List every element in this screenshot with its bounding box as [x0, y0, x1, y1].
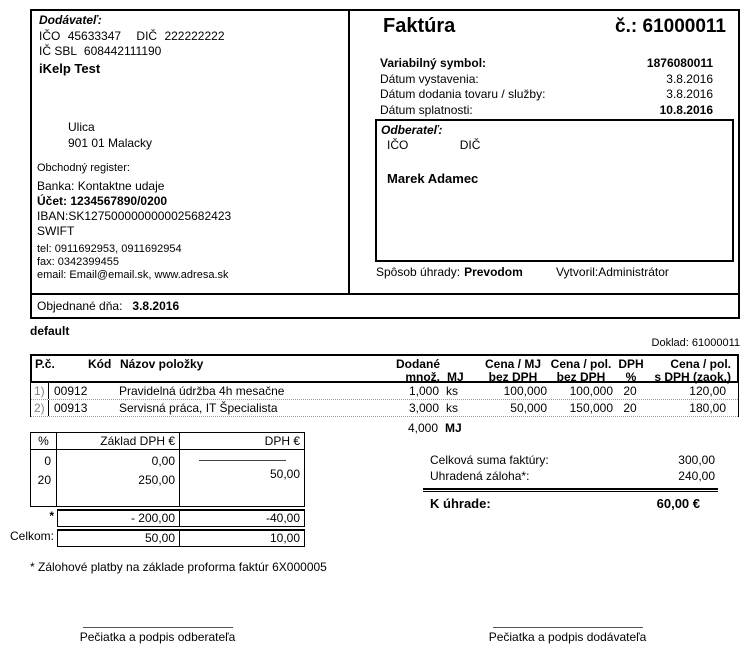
- vat-vat-values: [180, 450, 305, 507]
- col-header-kod: Kód: [88, 357, 112, 371]
- created-by-value: Administrátor: [598, 265, 669, 279]
- invoice-title: Faktúra: [383, 15, 456, 37]
- invoice-total-value: 300,00: [678, 453, 715, 467]
- row-unit-price: 50,000: [510, 401, 547, 415]
- col-header-s-dph-line2: s DPH (zaok.): [654, 369, 731, 384]
- row-unit-price: 100,000: [503, 384, 547, 398]
- invoice-number: č.: 61000011: [615, 16, 726, 37]
- document-reference: Doklad: 61000011: [651, 337, 740, 349]
- amount-due-row: [415, 496, 715, 511]
- col-header-dph: [614, 357, 648, 384]
- vat-total-base: 50,00: [57, 529, 180, 547]
- vat-total-vat: 10,00: [180, 529, 305, 547]
- detail-value: 1876080011: [646, 56, 713, 70]
- vat-base-20: 250,00: [138, 473, 175, 487]
- supplier-dic-value: 222222222: [164, 29, 225, 43]
- customer-signature-line: [83, 627, 233, 628]
- col-header-cena-pol-line2: bez DPH: [556, 369, 606, 384]
- detail-row: [380, 103, 713, 119]
- vat-total-label: Celkom:: [9, 529, 54, 543]
- created-by-line: [556, 265, 669, 279]
- row-code: 00912: [54, 384, 88, 398]
- col-header-dph-line1: DPH: [618, 357, 644, 371]
- vat-pct-values: [30, 450, 57, 507]
- col-header-cena-mj-line2: bez DPH: [488, 369, 538, 384]
- invoice-details: [380, 56, 713, 118]
- col-header-s-dph: [648, 357, 737, 384]
- zero-vat-dash: [199, 460, 286, 461]
- items-table-body: [30, 383, 739, 417]
- advance-paid-row: [415, 468, 715, 484]
- invoice-total-label: Celková suma faktúry:: [430, 453, 549, 467]
- row-name: Servisná práca, IT Špecialista: [119, 401, 278, 415]
- row-price-with-vat: 120,00: [689, 384, 726, 398]
- supplier-tel: tel: 0911692953, 0911692954: [37, 243, 182, 255]
- supplier-city: 901 01 Malacky: [68, 136, 153, 150]
- detail-label: Dátum vystavenia:: [380, 71, 479, 86]
- supplier-account: Účet: 1234567890/0200: [37, 194, 168, 208]
- row-line-price: 100,000: [569, 384, 613, 398]
- col-header-cena-mj: [478, 357, 548, 384]
- col-header-mnoz-line2: množ.: [405, 369, 440, 384]
- payment-method-line: [376, 265, 523, 279]
- detail-row: [380, 72, 713, 88]
- vat-advance-row: [8, 509, 305, 527]
- row-unit: ks: [446, 401, 458, 415]
- supplier-fax: fax: 0342399455: [37, 256, 119, 268]
- amount-due-label: K úhrade:: [430, 496, 491, 511]
- header-main: [32, 11, 738, 293]
- total-unit: MJ: [445, 421, 462, 435]
- vat-base-0: 0,00: [151, 454, 175, 468]
- customer-ico-label: IČO: [387, 138, 409, 152]
- detail-row: [380, 87, 713, 103]
- supplier-icsbl-line: [39, 45, 161, 58]
- col-header-cena-pol: [548, 357, 614, 384]
- row-qty: 1,000: [408, 384, 439, 398]
- supplier-iban: IBAN:SK1275000000000025682423: [37, 209, 232, 223]
- amount-due-value: 60,00 €: [656, 496, 700, 511]
- items-table-header: [30, 354, 739, 383]
- row-name: Pravidelná údržba 4h mesačne: [119, 384, 285, 398]
- supplier-dic-label: DIČ: [136, 29, 158, 43]
- invoice-info-panel: [350, 11, 738, 293]
- totals-separator: [423, 488, 718, 492]
- detail-label: Dátum splatnosti:: [380, 102, 473, 117]
- customer-box: [375, 119, 734, 262]
- detail-label: Dátum dodania tovaru / služby:: [380, 87, 546, 101]
- customer-section-label: Odberateľ:: [381, 123, 443, 137]
- col-header-s-dph-line1: Cena / pol.: [670, 357, 731, 371]
- row-code: 00913: [54, 401, 88, 415]
- row-vat-rate: 20: [623, 384, 637, 398]
- row-qty: 3,000: [408, 401, 439, 415]
- supplier-signature-label: Pečiatka a podpis dodávateľa: [488, 630, 647, 644]
- vat-advance-label: *: [49, 509, 54, 523]
- table-row: [31, 400, 738, 417]
- detail-value: 3.8.2016: [666, 71, 713, 86]
- detail-value: 10.8.2016: [659, 102, 713, 117]
- supplier-icsbl-value: 608442111190: [83, 44, 162, 58]
- order-date-label: Objednané dňa:: [37, 299, 123, 313]
- customer-signature-block: [70, 627, 245, 644]
- header-box: [30, 9, 740, 319]
- vat-advance-base: - 200,00: [57, 509, 180, 527]
- group-label: default: [30, 324, 70, 338]
- supplier-name: iKelp Test: [39, 61, 101, 76]
- vat-summary-table: [8, 432, 305, 547]
- totals-block: [415, 452, 715, 511]
- supplier-street: Ulica: [68, 120, 95, 134]
- vat-total-row: [8, 529, 305, 547]
- col-header-mj: [440, 358, 478, 384]
- vat-header-row: [8, 432, 305, 450]
- row-number: 1): [31, 383, 49, 399]
- vat-rate-0: 0: [44, 454, 51, 468]
- payment-method-value: Prevodom: [464, 265, 523, 279]
- advance-footnote: * Zálohové platby na základe proforma faktúr 6X000005: [30, 560, 327, 574]
- payment-method-label: Spôsob úhrady:: [376, 265, 461, 279]
- supplier-ids-line: [39, 30, 225, 43]
- supplier-bank: Banka: Kontaktne udaje: [37, 179, 165, 193]
- vat-amount-20: 50,00: [269, 467, 300, 481]
- vat-header-vat: DPH €: [180, 432, 305, 450]
- items-table: [30, 354, 739, 436]
- supplier-swift: SWIFT: [37, 224, 75, 238]
- order-date-band: [32, 293, 738, 317]
- row-vat-rate: 20: [623, 401, 637, 415]
- supplier-signature-line: [493, 627, 643, 628]
- row-line-price: 150,000: [569, 401, 613, 415]
- vat-header-base: Základ DPH €: [57, 432, 180, 450]
- advance-paid-label: Uhradená záloha*:: [430, 469, 530, 483]
- col-header-pc: P.č.: [35, 357, 55, 371]
- vat-rate-20: 20: [37, 473, 51, 487]
- detail-label: Variabilný symbol:: [380, 56, 487, 70]
- invoice-total-row: [415, 452, 715, 468]
- col-header-mnoz-line1: Dodané: [395, 357, 440, 371]
- supplier-panel: [32, 11, 350, 293]
- row-number: 2): [31, 400, 49, 416]
- col-header-mnoz: [380, 357, 440, 384]
- col-header-cena-mj-line1: Cena / MJ: [484, 357, 541, 371]
- supplier-signature-block: [480, 627, 655, 644]
- advance-paid-value: 240,00: [678, 469, 715, 483]
- vat-header-pct: %: [30, 432, 57, 450]
- created-by-label: Vytvoril:: [556, 265, 599, 279]
- customer-signature-label: Pečiatka a podpis odberateľa: [79, 630, 236, 644]
- table-row: [31, 383, 738, 400]
- order-date-value: 3.8.2016: [132, 299, 180, 313]
- row-price-with-vat: 180,00: [689, 401, 726, 415]
- total-qty: 4,000: [407, 421, 438, 435]
- supplier-icsbl-label: IČ SBL: [39, 44, 77, 58]
- detail-row: [380, 56, 713, 72]
- vat-advance-vat: -40,00: [180, 509, 305, 527]
- supplier-section-label: Dodávateľ:: [39, 13, 102, 27]
- col-header-dph-line2: %: [625, 369, 637, 384]
- supplier-email: email: Email@email.sk, www.adresa.sk: [37, 269, 229, 281]
- detail-value: 3.8.2016: [666, 87, 713, 101]
- supplier-register: Obchodný register:: [37, 162, 130, 174]
- col-header-nazov: Názov položky: [120, 357, 204, 371]
- vat-base-values: [57, 450, 180, 507]
- vat-body: [8, 450, 305, 507]
- row-unit: ks: [446, 384, 458, 398]
- customer-ids-line: [387, 138, 480, 152]
- customer-name: Marek Adamec: [387, 171, 479, 186]
- supplier-ico-label: IČO: [39, 29, 61, 43]
- col-header-mj-line2: MJ: [447, 369, 464, 384]
- col-header-cena-pol-line1: Cena / pol.: [550, 357, 612, 371]
- supplier-ico-value: 45633347: [67, 29, 122, 43]
- customer-dic-label: DIČ: [459, 138, 481, 152]
